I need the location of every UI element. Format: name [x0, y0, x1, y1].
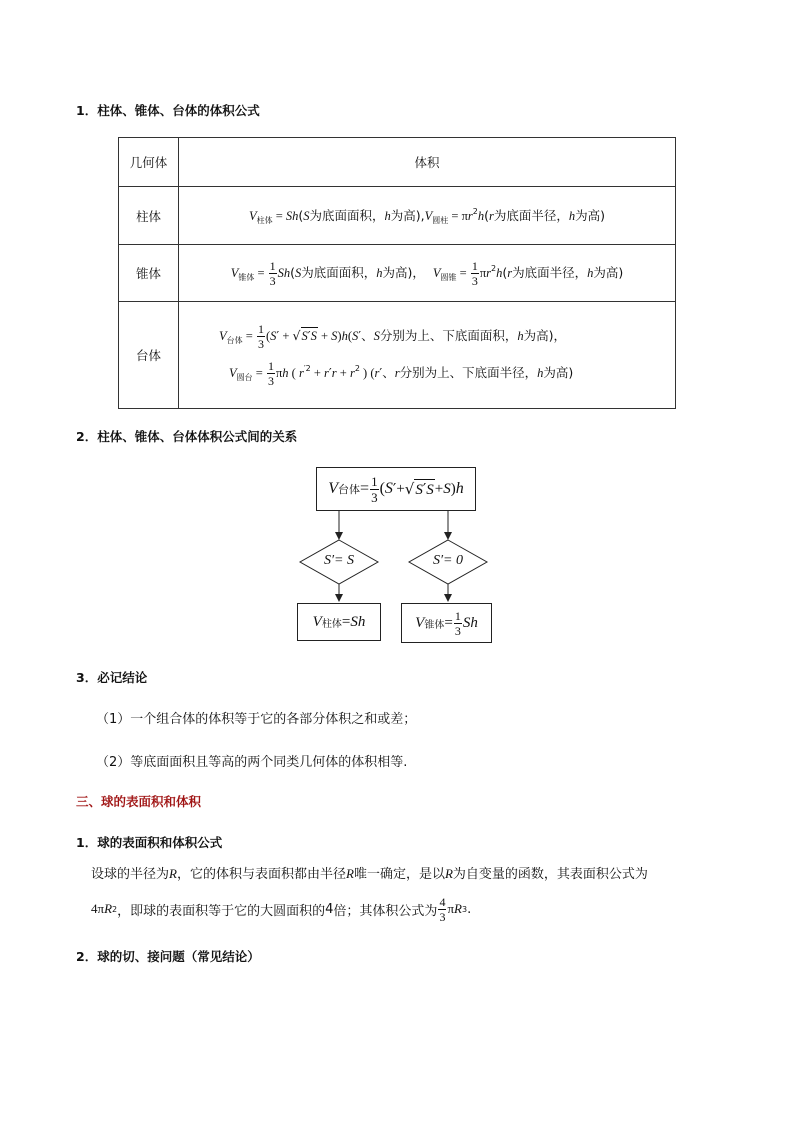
- prism-volume-box: V 柱体 = Sh: [297, 603, 381, 641]
- heading-sphere-tangent: 2．球的切、接问题（常见结论）: [76, 949, 260, 964]
- pyramid-volume-box: V 锥体 = $\frac{1}{3}$ Sh: [401, 603, 492, 643]
- heading-volume-formulas: 1．柱体、锥体、台体的体积公式: [76, 103, 260, 118]
- conclusion-1: （1）一个组合体的体积等于它的各部分体积之和或差；: [96, 712, 417, 727]
- table-header-solid: 几何体: [119, 138, 179, 187]
- frustum-pyramid-formula: $V_{台体}$ = $\frac{1}{3}$ (S′ + √S′S + S)h(S′、S分别为上、下底面面积，h为高)，: [219, 322, 566, 351]
- pyramid-formula: $V_{锥体}$ = $\frac{1}{3}$ Sh(S为底面面积，h为高)， $V_{圆锥}$ = $\frac{1}{3}$ $\pi r^2h(r$为底面半径，h为高): [179, 245, 676, 302]
- heading-sphere-formulas: 1．球的表面积和体积公式: [76, 835, 223, 850]
- table-header-volume: 体积: [179, 138, 676, 187]
- section-title-sphere: 三、球的表面积和体积: [76, 794, 202, 809]
- frustum-volume-box: V 台体 = $\frac{1}{3}$ ( S ′ + √ S′S + S ) h: [316, 467, 476, 511]
- frustum-cone-formula: $V_{圆台}$ = $\frac{1}{3}$ πh ( $r^{'2} + r'r + r^2$ ) (r′、r分别为上、下底面半径，h为高): [229, 359, 574, 388]
- row-label-pyramid: 锥体: [119, 245, 179, 302]
- heading-key-conclusions: 3．必记结论: [76, 670, 148, 685]
- row-label-prism: 柱体: [119, 187, 179, 245]
- condition-right-label: S′= 0: [432, 553, 463, 568]
- sphere-paragraph-line2: 4π R 2 ，即球的表面积等于它的大圆面积的 4 倍；其体积公式为 $\frac{4}{3}$ π R 3 .: [91, 894, 472, 924]
- conclusion-2: （2）等底面面积且等高的两个同类几何体的体积相等.: [96, 755, 408, 770]
- condition-left-label: S′= S: [323, 553, 354, 568]
- row-label-frustum: 台体: [119, 302, 179, 409]
- prism-formula: $V_{柱体} = Sh(S$为底面面积，h为高)$,V_{圆柱} = \pi r^2h(r$为底面半径，h为高): [179, 187, 676, 245]
- sphere-paragraph-line1: 设球的半径为R，它的体积与表面积都由半径R唯一确定，是以R为自变量的函数，其表面积公式为: [91, 866, 648, 882]
- heading-volume-relations: 2．柱体、锥体、台体体积公式间的关系: [76, 429, 298, 444]
